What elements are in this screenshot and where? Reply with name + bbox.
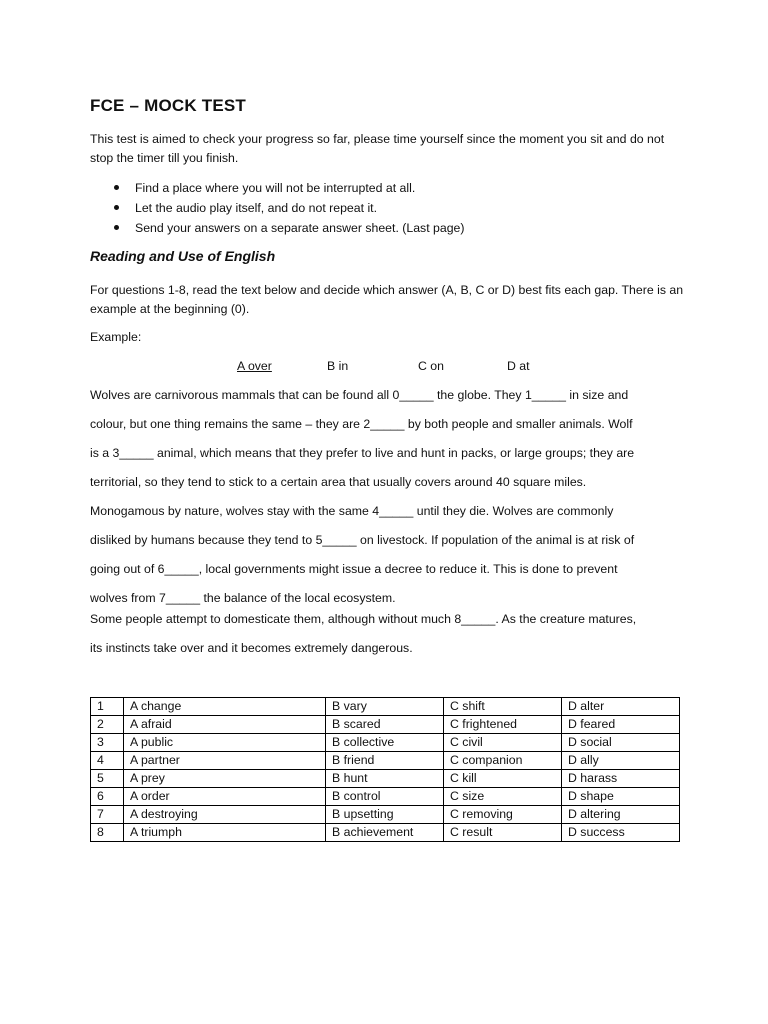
table-row [91, 752, 680, 770]
option-a: A triumph [124, 824, 326, 842]
option-c: C size [444, 788, 562, 806]
option-d: D ally [562, 752, 680, 770]
option-b: B scared [326, 716, 444, 734]
option-d: D altering [562, 806, 680, 824]
page-title: FCE – MOCK TEST [90, 96, 247, 115]
question-number: 7 [91, 806, 124, 824]
option-a: A afraid [124, 716, 326, 734]
table-row [91, 788, 680, 806]
passage-line: Wolves are carnivorous mammals that can be found all 0_____ the globe. They 1_____ in size and [90, 388, 629, 402]
option-c: C companion [444, 752, 562, 770]
bullet-item: Find a place where you will not be interrupted at all. [90, 178, 690, 198]
option-d: D alter [562, 698, 680, 716]
bullet-item: Send your answers on a separate answer sheet. (Last page) [90, 218, 690, 238]
section-heading: Reading and Use of English [90, 248, 276, 264]
option-a: A change [124, 698, 326, 716]
passage-line: is a 3_____ animal, which means that they prefer to live and hunt in packs, or large groups; they are [90, 446, 635, 460]
question-number: 8 [91, 824, 124, 842]
option-c: C result [444, 824, 562, 842]
table-row [91, 770, 680, 788]
option-c: C shift [444, 698, 562, 716]
option-a: A partner [124, 752, 326, 770]
table-row [91, 716, 680, 734]
option-d: D shape [562, 788, 680, 806]
table-row [91, 806, 680, 824]
option-d: D success [562, 824, 680, 842]
answer-options-table [90, 697, 680, 842]
option-b: B friend [326, 752, 444, 770]
table-row [91, 698, 680, 716]
passage-line: disliked by humans because they tend to 5_____ on livestock. If population of the animal is at risk of [90, 533, 635, 547]
option-b: B achievement [326, 824, 444, 842]
option-b: B vary [326, 698, 444, 716]
passage-line: Some people attempt to domesticate them, although without much 8_____. As the creature matures, [90, 612, 637, 626]
option-d: D social [562, 734, 680, 752]
question-number: 4 [91, 752, 124, 770]
passage-line: colour, but one thing remains the same – they are 2_____ by both people and smaller animals. Wolf [90, 417, 633, 431]
option-c: C kill [444, 770, 562, 788]
option-a: A public [124, 734, 326, 752]
question-number: 2 [91, 716, 124, 734]
passage-line: wolves from 7_____ the balance of the local ecosystem. [90, 591, 396, 605]
option-d: D harass [562, 770, 680, 788]
reading-passage [90, 386, 690, 668]
option-b: B upsetting [326, 806, 444, 824]
option-d: D feared [562, 716, 680, 734]
example-option-c: C on [418, 359, 444, 373]
task-instructions: For questions 1-8, read the text below and decide which answer (A, B, C or D) best fits each gap. There is an example at the beginning (0). [90, 283, 684, 316]
example-option-d: D at [507, 359, 530, 373]
option-b: B hunt [326, 770, 444, 788]
passage-line: its instincts take over and it becomes extremely dangerous. [90, 641, 413, 655]
question-number: 1 [91, 698, 124, 716]
option-b: B control [326, 788, 444, 806]
passage-line: Monogamous by nature, wolves stay with the same 4_____ until they die. Wolves are commonly [90, 504, 614, 518]
question-number: 3 [91, 734, 124, 752]
intro-paragraph: This test is aimed to check your progress so far, please time yourself since the moment you sit and do not stop the timer till you finish. [90, 132, 665, 165]
question-number: 6 [91, 788, 124, 806]
option-a: A order [124, 788, 326, 806]
option-c: C frightened [444, 716, 562, 734]
bullet-item: Let the audio play itself, and do not repeat it. [90, 198, 690, 218]
option-c: C removing [444, 806, 562, 824]
instruction-bullet-list [90, 178, 690, 238]
passage-line: going out of 6_____, local governments might issue a decree to reduce it. This is done to prevent [90, 562, 618, 576]
table-row [91, 824, 680, 842]
question-number: 5 [91, 770, 124, 788]
option-a: A prey [124, 770, 326, 788]
option-b: B collective [326, 734, 444, 752]
table-row [91, 734, 680, 752]
option-c: C civil [444, 734, 562, 752]
example-option-b: B in [327, 359, 349, 373]
example-options [0, 357, 768, 376]
option-a: A destroying [124, 806, 326, 824]
passage-line: territorial, so they tend to stick to a certain area that usually covers around 40 square miles. [90, 475, 587, 489]
example-label: Example: [90, 330, 142, 344]
example-option-a: A over [237, 359, 272, 373]
